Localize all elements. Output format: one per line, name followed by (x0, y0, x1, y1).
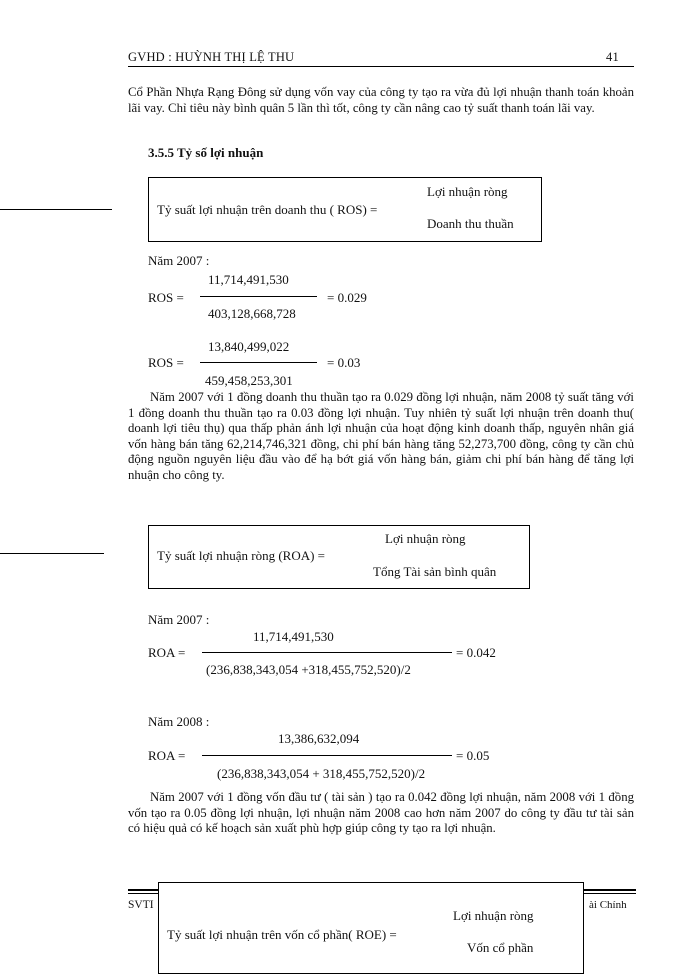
roa-formula-denominator: Tổng Tài sản bình quân (373, 564, 497, 579)
footer-left-text: SVTI (128, 899, 154, 911)
roe-formula-numerator: Lợi nhuận ròng (453, 908, 534, 923)
section-heading: 3.5.5 Tỷ số lợi nhuận (148, 145, 264, 160)
roa-formula-box (148, 525, 530, 589)
ros-formula-box (148, 177, 542, 242)
ros-formula-label: Tỷ suất lợi nhuận trên doanh thu ( ROS) = (157, 202, 378, 217)
margin-line (0, 209, 112, 210)
ros-2008-numerator: 13,840,499,022 (208, 339, 290, 354)
ros-formula-numerator: Lợi nhuận ròng (427, 184, 508, 199)
roa-2007-numerator: 11,714,491,530 (253, 629, 334, 644)
ros-2007-numerator: 11,714,491,530 (208, 272, 289, 287)
roa-2007-year-label: Năm 2007 : (148, 612, 210, 627)
roa-2008-result: = 0.05 (456, 748, 490, 763)
roe-formula-box (158, 882, 584, 974)
header-title: GVHD : HUỲNH THỊ LỆ THU (128, 50, 295, 64)
ros-2008-fraction-bar (200, 362, 317, 363)
ros-2007-year-label: Năm 2007 : (148, 253, 210, 268)
roa-2007-denominator: (236,838,343,054 +318,455,752,520)/2 (206, 662, 411, 677)
ros-2008-lhs: ROS = (148, 355, 184, 370)
ros-2007-result: = 0.029 (327, 290, 367, 305)
roa-2007-fraction-bar (202, 652, 452, 653)
roa-2007-result: = 0.042 (456, 645, 496, 660)
ros-2007-denominator: 403,128,668,728 (208, 306, 296, 321)
footer-right-text: ài Chính (589, 899, 627, 911)
roa-formula-label: Tỷ suất lợi nhuận ròng (ROA) = (157, 548, 326, 563)
intro-paragraph: Cổ Phần Nhựa Rạng Đông sử dụng vốn vay của công ty tạo ra vừa đủ lợi nhuận thanh toán khoản lãi vay. Chỉ tiêu này bình quân 5 lần thì tốt, công ty cần nâng cao tỷ suất thanh toán lãi vay. (128, 85, 634, 115)
roa-formula-numerator: Lợi nhuận ròng (385, 531, 466, 546)
roa-2007-lhs: ROA = (148, 645, 186, 660)
roa-2008-lhs: ROA = (148, 748, 186, 763)
roa-2008-year-label: Năm 2008 : (148, 714, 210, 729)
ros-formula-denominator: Doanh thu thuần (427, 216, 514, 231)
ros-2007-lhs: ROS = (148, 290, 184, 305)
ros-2007-fraction-bar (200, 296, 317, 297)
roa-paragraph: Năm 2007 với 1 đồng vốn đầu tư ( tài sản ) tạo ra 0.042 đồng lợi nhuận, năm 2008 với 1 đồng vốn tạo ra 0.05 đồng lợi nhuận, lợi nhuận năm 2008 cao hơn năm 2007 do công ty đầu tư tài sản có hiệu quả có kế hoạch sản xuất phù hợp giúp công ty tạo ra lợi nhuận. (128, 790, 634, 836)
roa-2008-fraction-bar (202, 755, 452, 756)
ros-2008-result: = 0.03 (327, 355, 361, 370)
page-number: 41 (606, 50, 619, 64)
ros-2008-denominator: 459,458,253,301 (205, 373, 293, 388)
roa-2008-numerator: 13,386,632,094 (278, 731, 360, 746)
roe-formula-label: Tỷ suất lợi nhuận trên vốn cổ phần( ROE) = (167, 927, 397, 942)
ros-paragraph: Năm 2007 với 1 đồng doanh thu thuần tạo ra 0.029 đồng lợi nhuận, năm 2008 tỷ suất tăng với 1 đồng doanh thu thuần tạo ra 0.03 đồng lợi nhuận. Tuy nhiên tỷ suất lợi nhuận trên doanh thu( doanh lợi tiêu thụ) qua thấp phản ánh lợi nhuận của hoạt động kinh doanh thấp, nguyên nhân giá vốn hàng bán tăng 62,214,746,321 đồng, chi phí bán hàng tăng 52,273,700 đồng, công ty cần chủ động nguồn nguyên liệu đầu vào để hạ bớt giá vốn hàng bán, giảm chi phí bán hàng để tăng lợi nhuận cho công ty. (128, 390, 634, 482)
header-rule (128, 66, 634, 67)
roa-2008-denominator: (236,838,343,054 + 318,455,752,520)/2 (217, 766, 426, 781)
margin-line (0, 553, 104, 554)
roe-formula-denominator: Vốn cổ phần (467, 940, 534, 955)
